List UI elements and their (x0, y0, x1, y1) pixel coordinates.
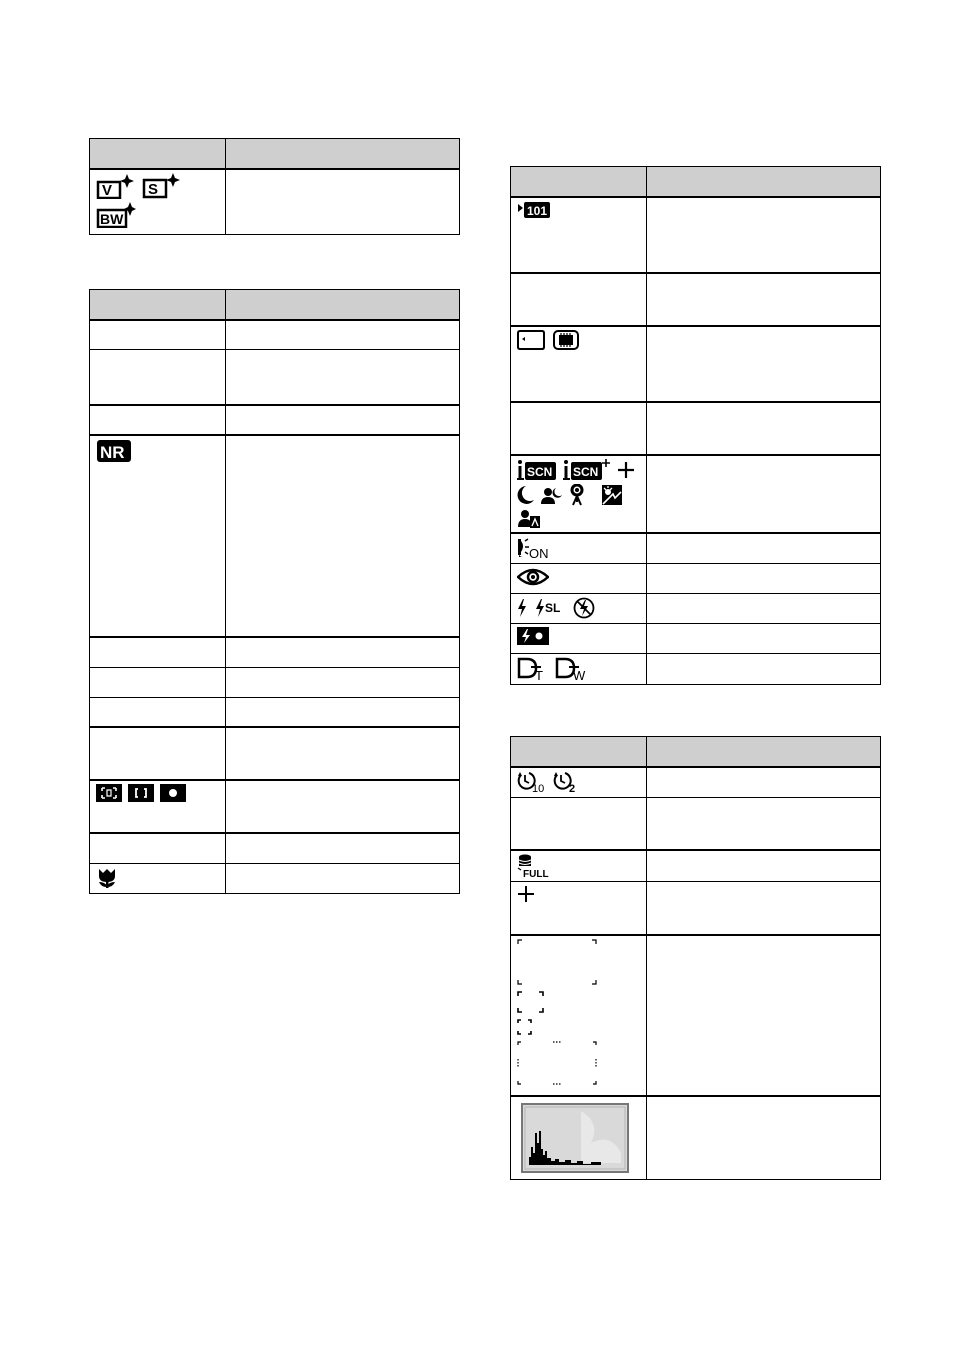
flash-on-icon (517, 599, 527, 617)
table-row (90, 349, 460, 405)
crosshair-icon (517, 885, 535, 903)
crosshair-icon (617, 461, 635, 479)
self-timer-2s-icon (553, 771, 579, 793)
svg-text:BW: BW (100, 211, 124, 227)
svg-text:101: 101 (527, 204, 548, 218)
table-row (90, 405, 460, 435)
table-row (90, 833, 460, 863)
svg-text:V: V (102, 182, 113, 199)
svg-text:10: 10 (532, 783, 545, 793)
table-row (511, 533, 881, 563)
table-header (90, 139, 460, 170)
svg-text:NR: NR (100, 443, 125, 462)
svg-text:SCN: SCN (573, 465, 599, 479)
table-row (90, 780, 460, 833)
standard-plus-icon (142, 173, 180, 199)
flash-slow-sync-icon (535, 599, 565, 617)
histogram-icon (521, 1103, 629, 1173)
table-d (510, 736, 881, 1180)
backlight-portrait-icon (517, 509, 541, 529)
internal-memory-icon (553, 330, 579, 350)
spot-metering-icon (160, 784, 186, 802)
table-row (511, 850, 881, 882)
svg-text:T: T (535, 667, 543, 681)
digital-zoom-wide-icon (555, 657, 593, 681)
svg-text:W: W (573, 667, 586, 681)
table-row (511, 563, 881, 593)
memory-card-icon (517, 330, 545, 350)
intelligent-scene-plus-icon (563, 459, 611, 481)
night-moon-icon (517, 485, 535, 505)
af-illuminator-on-icon (517, 537, 555, 559)
database-full-icon (517, 854, 553, 878)
table-row (511, 455, 881, 533)
self-timer-10s-icon (517, 771, 547, 793)
table-row (90, 667, 460, 697)
table-row (511, 593, 881, 623)
table-row (90, 320, 460, 349)
digital-zoom-tele-icon (517, 657, 549, 681)
flash-charging-icon (517, 627, 549, 645)
table-row (90, 697, 460, 727)
table-row (511, 882, 881, 935)
table-row (90, 169, 460, 234)
bw-plus-icon (96, 202, 136, 228)
noise-reduction-icon (96, 439, 132, 463)
intelligent-scene-icon (517, 459, 557, 481)
table-header (511, 167, 881, 198)
table-c (510, 166, 881, 685)
svg-text:ON: ON (529, 546, 549, 559)
red-eye-reduction-icon (517, 567, 549, 587)
macro-tulip-icon (96, 867, 118, 889)
af-small-frame-icon (517, 991, 547, 1013)
af-range-frame-icon (517, 939, 597, 985)
twilight-portrait-icon (569, 484, 595, 506)
svg-text:FULL: FULL (523, 869, 549, 878)
table-row (511, 767, 881, 797)
table-header (511, 737, 881, 768)
table-row (511, 935, 881, 1096)
table-row (511, 797, 881, 850)
table-row (511, 197, 881, 273)
multi-metering-icon (96, 784, 122, 802)
table-b (89, 289, 460, 894)
vivid-plus-icon (96, 173, 134, 199)
af-tiny-frame-icon (517, 1019, 537, 1035)
table-row (511, 402, 881, 455)
table-row (90, 863, 460, 893)
svg-text:S: S (148, 181, 159, 198)
flash-off-icon (573, 597, 595, 619)
table-row (511, 1096, 881, 1180)
table-row (511, 623, 881, 653)
table-row (90, 435, 460, 637)
svg-text:SL: SL (545, 600, 561, 615)
folder-101-icon (517, 201, 551, 219)
backlight-icon (601, 484, 623, 506)
svg-text:2: 2 (569, 783, 576, 793)
table-row (511, 653, 881, 684)
table-row (511, 326, 881, 402)
table-header (90, 290, 460, 321)
svg-text:SCN: SCN (527, 465, 553, 479)
portrait-icon (541, 486, 563, 504)
center-metering-icon (128, 784, 154, 802)
table-a (89, 138, 460, 235)
table-row (90, 727, 460, 780)
af-dotted-frame-icon (517, 1041, 597, 1085)
table-row (511, 273, 881, 326)
table-row (90, 637, 460, 667)
